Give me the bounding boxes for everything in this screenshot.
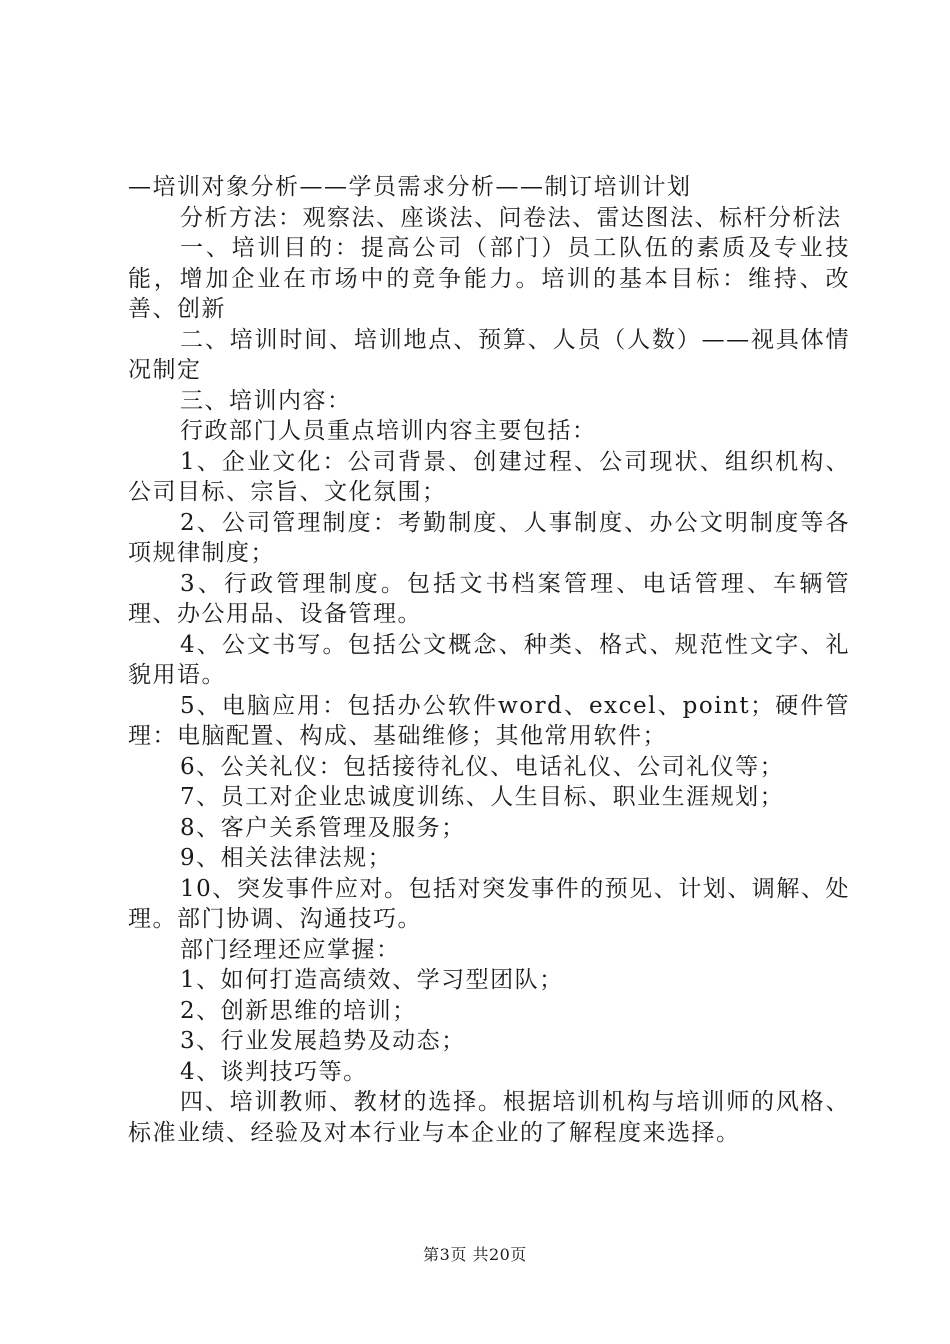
paragraph: 分析方法：观察法、座谈法、问卷法、雷达图法、标杆分析法 [180, 204, 842, 231]
paragraph: 10、突发事件应对。包括对突发事件的预见、计划、调解、处理。部门协调、沟通技巧。 [128, 875, 850, 932]
paragraph: —培训对象分析——学员需求分析——制订培训计划 [128, 174, 692, 200]
paragraph: 8、客户关系管理及服务； [180, 814, 466, 841]
page-number-footer: 第3页 共20页 [423, 1245, 527, 1264]
paragraph: 2、创新思维的培训； [180, 997, 417, 1024]
paragraph: 1、企业文化：公司背景、创建过程、公司现状、组织机构、公司目标、宗旨、文化氛围； [128, 448, 850, 505]
paragraph: 2、公司管理制度：考勤制度、人事制度、办公文明制度等各项规律制度； [128, 509, 850, 566]
paragraph: 行政部门人员重点培训内容主要包括： [180, 418, 597, 444]
paragraph: 三、培训内容： [180, 387, 352, 414]
paragraph: 四、培训教师、教材的选择。根据培训机构与培训师的风格、标准业绩、经验及对本行业与本企业的了解程度来选择。 [128, 1089, 850, 1146]
paragraph: 9、相关法律法规； [180, 845, 393, 871]
paragraph: 一、培训目的：提高公司（部门）员工队伍的素质及专业技能，增加企业在市场中的竞争能力。培训的基本目标：维持、改善、创新 [128, 235, 850, 322]
document-body [128, 172, 850, 1148]
paragraph: 1、如何打造高绩效、学习型团队； [180, 967, 564, 993]
paragraph: 3、行政管理制度。包括文书档案管理、电话管理、车辆管理、办公用品、设备管理。 [128, 570, 850, 627]
paragraph: 7、员工对企业忠诚度训练、人生目标、职业生涯规划； [180, 784, 785, 810]
paragraph: 6、公关礼仪：包括接待礼仪、电话礼仪、公司礼仪等； [180, 753, 785, 780]
paragraph: 部门经理还应掌握： [180, 936, 401, 963]
paragraph: 5、电脑应用：包括办公软件word、excel、point；硬件管理：电脑配置、构成、基础维修；其他常用软件； [128, 692, 850, 749]
paragraph: 二、培训时间、培训地点、预算、人员（人数）——视具体情况制定 [128, 326, 850, 383]
paragraph: 4、公文书写。包括公文概念、种类、格式、规范性文字、礼貌用语。 [128, 631, 850, 688]
paragraph: 3、行业发展趋势及动态； [180, 1028, 466, 1054]
paragraph: 4、谈判技巧等。 [180, 1058, 368, 1085]
